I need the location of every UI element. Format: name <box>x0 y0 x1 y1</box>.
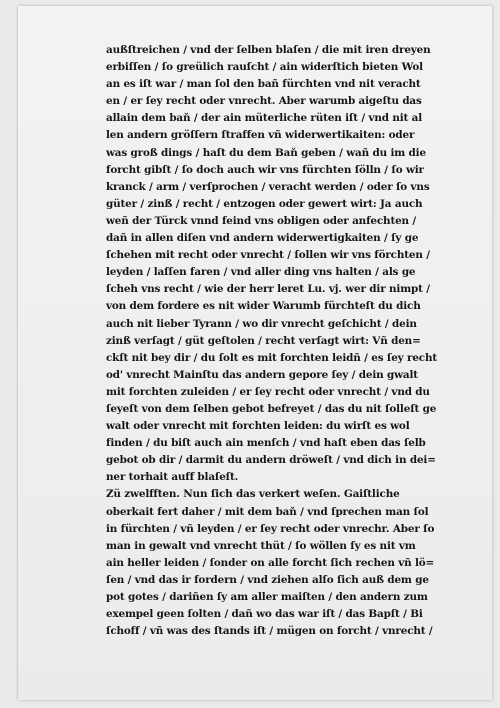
text-line: mit forchten zuleiden / er ſey recht oder vnrecht / vnd du <box>106 385 430 398</box>
text-line: exempel geen ſolten / dañ wo das war iſt / das Bapſt / Bi <box>106 608 423 621</box>
text-line: auch nit lieber Tyrann / wo dir vnrecht geſchicht / dein <box>106 317 417 330</box>
text-line: an es iſt war / man ſol den bañ fürchten vnd nit veracht <box>106 78 421 91</box>
text-line: man in gewalt vnd vnrecht thüt / ſo wöllen ſy es nit vm <box>106 539 416 552</box>
text-line: zinß verſagt / güt geſtolen / recht verſagt wirt: Vñ den= <box>106 334 421 347</box>
text-line: ſchoff / vñ was des ſtands iſt / mügen on forcht / vnrecht / <box>106 625 433 638</box>
text-line: erbiſſen / ſo greülich rauſcht / ain widerſtich bieten Wol <box>106 61 423 74</box>
text-line: gebot ob dir / darmit du andern dröweſt / vnd dich in dei= <box>106 454 436 467</box>
text-line: walt oder vnrecht mit forchten leiden: du wirſt es wol <box>106 420 410 433</box>
text-line: ſcheh vns recht / wie der herr leret Lu. vj. wer dir nimpt / <box>106 283 430 296</box>
text-line: weñ der Türck vnnd feind vns obligen oder anfechten / <box>106 214 417 227</box>
text-line: en / er ſey recht oder vnrecht. Aber warumb aigeſtu das <box>106 95 422 108</box>
text-line: ſchehen mit recht oder vnrecht / ſollen wir vns förchten / <box>106 249 430 262</box>
text-column <box>106 42 466 640</box>
text-line: kranck / arm / verſprochen / veracht werden / oder ſo vns <box>106 180 430 193</box>
text-line: forcht gibſt / ſo doch auch wir vns fürchten ſölln / ſo wir <box>106 163 424 176</box>
text-line: finden / du biſt auch ain menſch / vnd haſt eben das ſelb <box>106 437 426 450</box>
text-line: leyden / laſſen faren / vnd aller ding vns halten / als ge <box>106 266 416 279</box>
text-line: außſtreichen / vnd der ſelben blaſen / die mit iren dreyen <box>106 44 431 56</box>
text-line: ner torhait auff blaſeſt. <box>106 471 239 484</box>
text-line: in fürchten / vñ leyden / er ſey recht oder vnrechr. Aber ſo <box>106 522 435 535</box>
text-line: len andern gröſſern ſtraffen vñ widerwertikaiten: oder <box>106 129 415 142</box>
text-line: ckſt nit bey dir / du ſolt es mit forchten leidñ / es ſey recht <box>106 351 438 364</box>
text-line: ſen / vnd das ir fordern / vnd ziehen alſo ſich auß dem ge <box>106 573 429 586</box>
text-line: dañ in allen diſen vnd andern widerwertigkaiten / ſy ge <box>106 232 419 245</box>
text-line: was groß dings / haſt du dem Baň geben / wañ du im die <box>106 146 426 159</box>
text-line: allain dem baň / der ain müterliche rüten iſt / vnd nit al <box>106 112 423 125</box>
text-line: ſeyeſt von dem ſelben gebot befreyet / das du nit ſolleſt ge <box>106 402 437 415</box>
text-line: pot gotes / dariñen ſy am aller maiſten / den andern zum <box>106 591 428 603</box>
text-line: Zü zwelfften. Nun ſich das verkert weſen. Gaiſtliche <box>106 488 400 501</box>
text-line: ain heller leiden / ſonder on alle forcht ſich rechen vñ lö= <box>106 556 435 569</box>
text-line: von dem fordere es nit wider Warumb fürchteſt du dich <box>106 300 421 313</box>
text-line: od' vnrecht Mainſtu das andern gepore ſey / dein gwalt <box>106 368 418 381</box>
text-line: oberkait fert daher / mit dem baň / vnd ſprechen man ſol <box>106 505 429 518</box>
text-line: güter / zinß / recht / entzogen oder gewert wirt: Ja auch <box>106 197 423 210</box>
